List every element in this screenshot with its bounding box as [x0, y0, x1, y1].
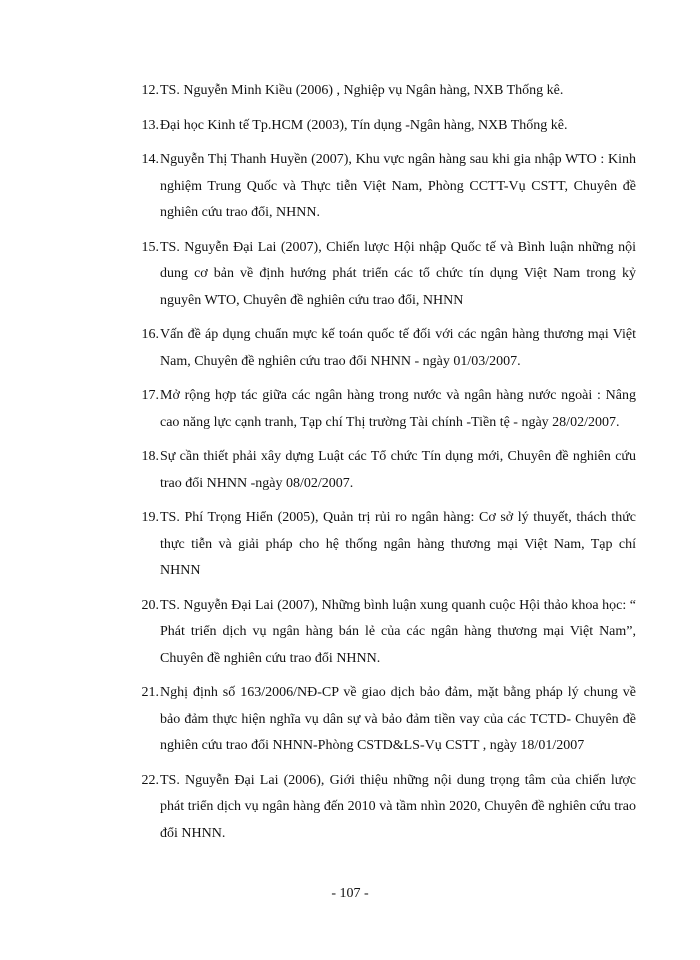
reference-number: 21. — [141, 685, 159, 700]
reference-text: Nguyễn Thị Thanh Huyền (2007), Khu vực ngân hàng sau khi gia nhập WTO : Kinh nghiệm Trung Quốc và Thực tiễn Việt Nam, Phòng CCTT-Vụ CSTT, Chuyên đề nghiên cứu trao đổi, NHNN. — [160, 152, 636, 220]
reference-text: Mở rộng hợp tác giữa các ngân hàng trong nước và ngân hàng nước ngoài : Nâng cao năng lực cạnh tranh, Tạp chí Thị trường Tài chính -Tiền tệ - ngày 28/02/2007. — [160, 388, 636, 430]
reference-number: 18. — [141, 449, 159, 464]
reference-item-12 — [131, 78, 636, 105]
reference-number: 19. — [141, 510, 159, 525]
reference-item-14 — [131, 147, 636, 227]
reference-number: 17. — [141, 388, 159, 403]
reference-text: Đại học Kinh tế Tp.HCM (2003), Tín dụng -Ngân hàng, NXB Thống kê. — [160, 117, 568, 133]
reference-item-19 — [131, 505, 636, 585]
reference-item-21 — [131, 680, 636, 760]
reference-item-22 — [131, 768, 636, 848]
reference-number: 22. — [141, 772, 159, 788]
reference-number: 12. — [141, 83, 159, 98]
reference-text: TS. Nguyễn Minh Kiều (2006) , Nghiệp vụ Ngân hàng, NXB Thống kê. — [160, 83, 564, 98]
reference-item-17 — [131, 383, 636, 436]
reference-item-18 — [131, 444, 636, 497]
reference-item-16 — [131, 322, 636, 375]
reference-number: 20. — [141, 597, 159, 613]
reference-text: TS. Nguyễn Đại Lai (2007), Chiến lược Hội nhập Quốc tế và Bình luận những nội dung cơ bản về định hướng phát triển các tổ chức tín dụng Việt Nam trong kỷ nguyên WTO, Chuyên đề nghiên cứu trao đổi, NHNN — [160, 239, 636, 308]
reference-text: Nghị định số 163/2006/NĐ-CP về giao dịch bảo đảm, mặt bằng pháp lý chung về bảo đảm thực hiện nghĩa vụ dân sự và bảo đảm tiền vay của các TCTD- Chuyên đề nghiên cứu trao đổi NHNN-Phòng CSTD&LS-Vụ CSTT , ngày 18/01/2007 — [160, 685, 636, 753]
reference-item-20 — [131, 593, 636, 673]
reference-item-15 — [131, 235, 636, 315]
reference-number: 15. — [141, 239, 159, 255]
reference-text: TS. Nguyễn Đại Lai (2006), Giới thiệu những nội dung trọng tâm của chiến lược phát triển dịch vụ ngân hàng đến 2010 và tầm nhìn 2020, Chuyên đề nghiên cứu trao đổi NHNN. — [160, 772, 636, 841]
page-number: - 107 - — [331, 886, 369, 901]
reference-text: Vấn đề áp dụng chuẩn mực kế toán quốc tế đối với các ngân hàng thương mại Việt Nam, Chuyên đề nghiên cứu trao đổi NHNN - ngày 01/03/2007. — [160, 327, 636, 369]
reference-item-13 — [131, 113, 636, 140]
reference-number: 13. — [141, 117, 159, 133]
reference-text: Sự cần thiết phải xây dựng Luật các Tổ chức Tín dụng mới, Chuyên đề nghiên cứu trao đổi NHNN -ngày 08/02/2007. — [160, 449, 636, 491]
reference-number: 14. — [141, 152, 159, 167]
reference-number: 16. — [141, 327, 159, 342]
reference-text: TS. Nguyễn Đại Lai (2007), Những bình luận xung quanh cuộc Hội thảo khoa học: “ Phát triển dịch vụ ngân hàng bán lẻ của các ngân hàng thương mại Việt Nam”, Chuyên đề nghiên cứu trao đổi NHNN. — [160, 597, 636, 666]
reference-text: TS. Phí Trọng Hiển (2005), Quản trị rủi ro ngân hàng: Cơ sở lý thuyết, thách thức thực tiễn và giải pháp cho hệ thống ngân hàng thương mại Việt Nam, Tạp chí NHNN — [160, 510, 636, 578]
reference-list — [131, 78, 636, 847]
